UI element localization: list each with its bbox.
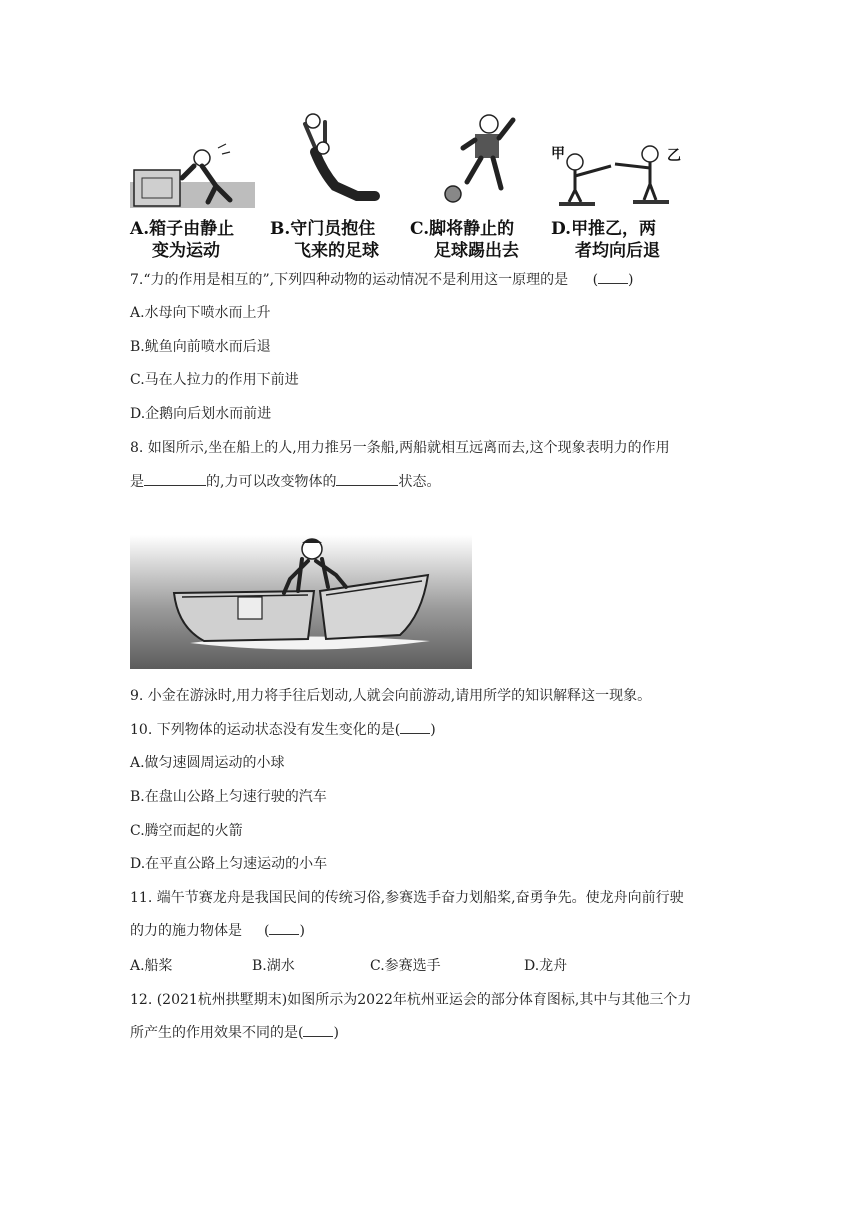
caption-a: A.箱子由静止 变为运动 [130, 219, 235, 261]
q12-answer-blank[interactable] [303, 1024, 333, 1037]
q11-option-a: A.船桨 [130, 958, 173, 974]
illustration-push-skateboards [545, 140, 695, 210]
q8-line2: 是 的,力可以改变物体的 状态。 [130, 471, 440, 492]
q8-line1: 8. 如图所示,坐在船上的人,用力推另一条船,两船就相互远离而去,这个现象表明力的作用 [130, 440, 670, 456]
q11-option-b: B.湖水 [252, 958, 295, 974]
q10-option-a: A.做匀速圆周运动的小球 [130, 755, 285, 771]
q7-stem: 7.“力的作用是相互的”,下列四种动物的运动情况不是利用这一原理的是 ( ) [130, 272, 634, 288]
q8-blank-2[interactable] [336, 471, 398, 486]
caption-c: C.脚将静止的 足球踢出去 [410, 219, 519, 261]
label-yi: 乙 [667, 148, 681, 164]
q7-answer-blank[interactable] [598, 271, 628, 284]
q10-answer-blank[interactable] [400, 721, 430, 734]
q10-option-b: B.在盘山公路上匀速行驶的汽车 [130, 789, 327, 805]
q11-option-d: D.龙舟 [524, 958, 568, 974]
illustration-boats [130, 535, 472, 669]
caption-b: B.守门员抱住 飞来的足球 [270, 219, 379, 261]
caption-d: D.甲推乙，两 者均向后退 [551, 219, 660, 261]
q12-line1: 12. (2021杭州拱墅期末)如图所示为2022年杭州亚运会的部分体育图标,其中与其他三个力 [130, 992, 692, 1008]
q11-line1: 11. 端午节赛龙舟是我国民间的传统习俗,参赛选手奋力划船桨,奋勇争先。使龙舟向前行驶 [130, 890, 684, 906]
q10-option-c: C.腾空而起的火箭 [130, 823, 243, 839]
illustration-goalkeeper [295, 112, 385, 210]
q7-option-c: C.马在人拉力的作用下前进 [130, 372, 299, 388]
q11-option-c: C.参赛选手 [370, 958, 441, 974]
illustration-kick-ball [437, 108, 527, 208]
q10-stem: 10. 下列物体的运动状态没有发生变化的是( ) [130, 722, 436, 738]
label-jia: 甲 [551, 146, 565, 162]
q8-blank-1[interactable] [144, 471, 206, 486]
q7-option-b: B.鱿鱼向前喷水而后退 [130, 339, 271, 355]
q10-option-d: D.在平直公路上匀速运动的小车 [130, 856, 328, 872]
q9-text: 9. 小金在游泳时,用力将手往后划动,人就会向前游动,请用所学的知识解释这一现象。 [130, 688, 652, 704]
q11-line2: 的力的施力物体是 ( ) [130, 923, 305, 939]
q7-option-d: D.企鹅向后划水而前进 [130, 406, 272, 422]
q7-option-a: A.水母向下喷水而上升 [130, 305, 271, 321]
illustration-box-push [130, 140, 255, 210]
q11-answer-blank[interactable] [269, 922, 299, 935]
q12-line2: 所产生的作用效果不同的是( ) [130, 1025, 339, 1041]
